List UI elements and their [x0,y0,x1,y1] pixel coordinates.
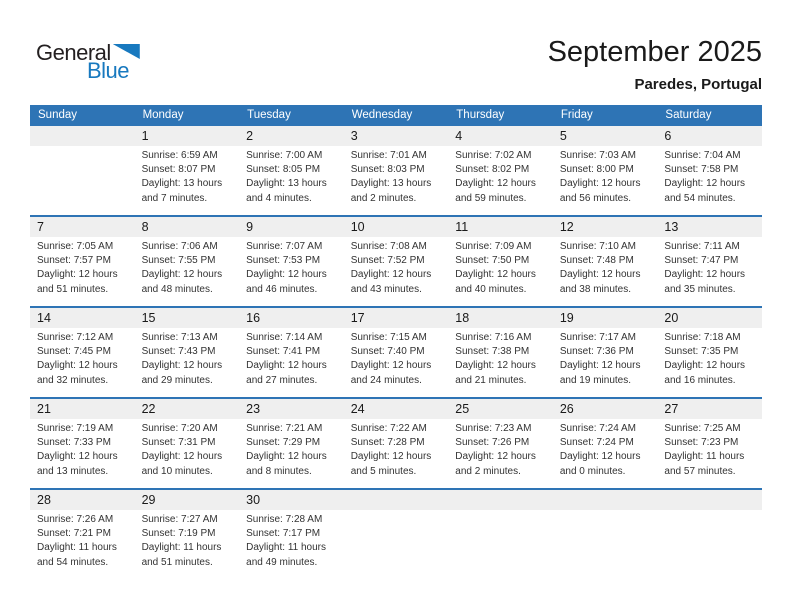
calendar-table [30,105,762,579]
daylight-text-1: Daylight: 12 hours [559,451,641,463]
day-number-10: 10 [350,220,365,234]
sunrise-text: Sunrise: 7:08 AM [350,241,427,252]
daylight-text-1: Daylight: 12 hours [664,360,746,372]
sunset-text: Sunset: 7:40 PM [350,346,425,358]
sunrise-text: Sunrise: 7:25 AM [664,423,741,434]
daylight-text-2: and 49 minutes. [246,556,318,568]
logo-triangle-icon [113,44,140,59]
weekday-header-friday: Friday [560,109,593,121]
sunset-text: Sunset: 7:57 PM [37,255,111,267]
sunset-text: Sunset: 7:33 PM [37,437,111,449]
sunset-text: Sunset: 7:26 PM [455,437,530,449]
daylight-text-2: and 32 minutes. [37,374,109,386]
day-cell-2 [239,146,344,215]
day-cell-29 [135,510,240,579]
empty-day-cell [448,510,553,579]
sunrise-text: Sunrise: 7:01 AM [350,150,427,161]
day-details-row [30,419,762,488]
day-cell-30 [239,510,344,579]
daylight-text-1: Daylight: 12 hours [455,178,536,190]
day-cell-12 [553,237,658,306]
sunrise-text: Sunrise: 7:19 AM [37,423,114,434]
sunset-text: Sunset: 7:24 PM [559,437,634,449]
weekday-header-thursday: Thursday [456,109,505,121]
day-number-7: 7 [37,220,44,234]
day-cell-7 [30,237,135,306]
day-cell-28 [30,510,135,579]
sunset-text: Sunset: 7:36 PM [559,346,634,358]
daylight-text-1: Daylight: 12 hours [455,360,536,372]
day-number-30: 30 [246,493,261,507]
sunrise-text: Sunrise: 7:13 AM [141,332,218,343]
day-cell-15 [135,328,240,397]
day-cell-14 [30,328,135,397]
daylight-text-2: and 38 minutes. [559,283,632,295]
day-cell-3 [344,146,449,215]
day-cell-22 [135,419,240,488]
day-number-2: 2 [246,129,254,143]
empty-day-number [657,490,762,510]
sunrise-text: Sunrise: 7:21 AM [246,423,323,434]
daylight-text-2: and 51 minutes. [141,556,213,568]
daylight-text-1: Daylight: 12 hours [664,269,746,281]
daylight-text-2: and 51 minutes. [37,283,109,295]
day-number-28: 28 [37,493,51,507]
sunrise-text: Sunrise: 7:28 AM [246,514,323,525]
day-cell-19 [553,328,658,397]
day-number-5: 5 [559,129,567,143]
sunset-text: Sunset: 7:23 PM [664,437,739,449]
sunset-text: Sunset: 7:41 PM [246,346,321,358]
sunset-text: Sunset: 7:38 PM [455,346,530,358]
daylight-text-2: and 29 minutes. [141,374,213,386]
day-cell-5 [553,146,658,215]
daylight-text-2: and 43 minutes. [350,283,422,295]
daylight-text-1: Daylight: 12 hours [246,360,327,372]
daylight-text-1: Daylight: 11 hours [141,542,222,554]
sunrise-text: Sunrise: 7:07 AM [246,241,323,252]
daylight-text-1: Daylight: 12 hours [141,269,223,281]
daylight-text-1: Daylight: 13 hours [246,178,327,190]
day-number-14: 14 [37,311,51,325]
sunrise-text: Sunrise: 7:00 AM [246,150,323,161]
day-number-29: 29 [141,493,156,507]
weekday-header-sunday: Sunday [38,109,78,121]
sunrise-text: Sunrise: 7:02 AM [455,150,532,161]
empty-day-number [30,126,135,146]
day-number-27: 27 [664,402,679,416]
day-cell-6 [657,146,762,215]
day-number-17: 17 [350,311,365,325]
daylight-text-1: Daylight: 12 hours [37,360,118,372]
sunrise-text: Sunrise: 7:22 AM [350,423,427,434]
sunset-text: Sunset: 7:43 PM [141,346,216,358]
sunrise-text: Sunrise: 7:05 AM [37,241,114,252]
empty-day-cell [553,510,658,579]
sunset-text: Sunset: 8:05 PM [246,164,321,176]
weekday-header-monday: Monday [142,109,184,121]
day-cell-27 [657,419,762,488]
daylight-text-2: and 2 minutes. [350,192,417,204]
daylight-text-1: Daylight: 12 hours [350,451,432,463]
sunset-text: Sunset: 7:19 PM [141,528,216,540]
day-number-strip [30,217,762,237]
sunrise-text: Sunrise: 7:24 AM [559,423,636,434]
sunset-text: Sunset: 7:28 PM [350,437,425,449]
daylight-text-2: and 21 minutes. [455,374,527,386]
day-number-9: 9 [246,220,254,234]
day-number-18: 18 [455,311,470,325]
daylight-text-2: and 5 minutes. [350,465,417,477]
day-details-row [30,328,762,397]
daylight-text-2: and 46 minutes. [246,283,318,295]
sunrise-text: Sunrise: 7:06 AM [141,241,218,252]
logo-text-general: General [36,40,111,65]
sunset-text: Sunset: 7:31 PM [141,437,216,449]
day-cell-18 [448,328,553,397]
day-number-20: 20 [664,311,679,325]
sunset-text: Sunset: 8:03 PM [350,164,425,176]
day-cell-4 [448,146,553,215]
daylight-text-2: and 0 minutes. [559,465,626,477]
empty-day-number [344,490,449,510]
title-block [548,36,762,93]
day-number-8: 8 [141,220,149,234]
day-cell-8 [135,237,240,306]
sunrise-text: Sunrise: 7:23 AM [455,423,532,434]
daylight-text-2: and 54 minutes. [37,556,109,568]
day-number-25: 25 [455,402,470,416]
day-cell-21 [30,419,135,488]
sunset-text: Sunset: 7:52 PM [350,255,425,267]
daylight-text-1: Daylight: 12 hours [455,451,536,463]
daylight-text-1: Daylight: 12 hours [559,360,641,372]
sunset-text: Sunset: 7:55 PM [141,255,216,267]
week-row-5 [30,488,762,579]
daylight-text-2: and 48 minutes. [141,283,213,295]
sunrise-text: Sunrise: 7:16 AM [455,332,532,343]
weekday-header-tuesday: Tuesday [247,109,291,121]
day-number-15: 15 [141,311,156,325]
sunrise-text: Sunrise: 7:20 AM [141,423,218,434]
daylight-text-1: Daylight: 11 hours [664,451,745,463]
daylight-text-2: and 2 minutes. [455,465,521,477]
daylight-text-1: Daylight: 12 hours [455,269,536,281]
sunrise-text: Sunrise: 7:11 AM [664,241,740,252]
day-cell-1 [135,146,240,215]
sunset-text: Sunset: 7:29 PM [246,437,321,449]
day-cell-13 [657,237,762,306]
empty-day-cell [30,146,135,215]
day-number-strip [30,490,762,510]
day-number-24: 24 [350,402,365,416]
daylight-text-1: Daylight: 12 hours [141,451,223,463]
daylight-text-1: Daylight: 12 hours [559,178,641,190]
sunrise-text: Sunrise: 7:12 AM [37,332,114,343]
daylight-text-2: and 16 minutes. [664,374,736,386]
calendar-weeks [30,126,762,579]
sunset-text: Sunset: 8:00 PM [559,164,634,176]
daylight-text-2: and 54 minutes. [664,192,736,204]
day-cell-9 [239,237,344,306]
day-number-4: 4 [455,129,463,143]
empty-day-number [448,490,553,510]
empty-day-cell [657,510,762,579]
week-row-3 [30,306,762,397]
weekday-header-saturday: Saturday [665,109,712,121]
day-number-16: 16 [246,311,261,325]
sunrise-text: Sunrise: 7:18 AM [664,332,741,343]
sunset-text: Sunset: 7:47 PM [664,255,739,267]
daylight-text-2: and 10 minutes. [141,465,213,477]
week-row-4 [30,397,762,488]
weekday-header-wednesday: Wednesday [351,109,413,121]
daylight-text-2: and 7 minutes. [141,192,208,204]
daylight-text-2: and 59 minutes. [455,192,527,204]
daylight-text-1: Daylight: 12 hours [246,451,327,463]
daylight-text-2: and 4 minutes. [246,192,312,204]
page-title: September 2025 [547,36,762,68]
daylight-text-1: Daylight: 12 hours [559,269,641,281]
sunset-text: Sunset: 7:50 PM [455,255,530,267]
sunrise-text: Sunrise: 7:09 AM [455,241,532,252]
daylight-text-2: and 57 minutes. [664,465,736,477]
daylight-text-1: Daylight: 12 hours [37,269,118,281]
daylight-text-1: Daylight: 12 hours [664,178,746,190]
day-number-22: 22 [141,402,156,416]
daylight-text-2: and 35 minutes. [664,283,736,295]
day-cell-16 [239,328,344,397]
day-details-row [30,237,762,306]
sunset-text: Sunset: 8:02 PM [455,164,530,176]
day-number-3: 3 [350,129,358,143]
day-number-1: 1 [141,129,149,143]
daylight-text-2: and 24 minutes. [350,374,422,386]
daylight-text-1: Daylight: 12 hours [141,360,223,372]
day-cell-11 [448,237,553,306]
daylight-text-1: Daylight: 12 hours [350,360,432,372]
daylight-text-1: Daylight: 12 hours [246,269,327,281]
sunrise-text: Sunrise: 7:26 AM [37,514,114,525]
sunset-text: Sunset: 7:48 PM [559,255,634,267]
daylight-text-1: Daylight: 12 hours [350,269,432,281]
sunset-text: Sunset: 7:58 PM [664,164,739,176]
day-cell-25 [448,419,553,488]
sunrise-text: Sunrise: 7:14 AM [246,332,323,343]
daylight-text-1: Daylight: 13 hours [350,178,432,190]
day-number-6: 6 [664,129,672,143]
daylight-text-1: Daylight: 11 hours [37,542,117,554]
daylight-text-2: and 19 minutes. [559,374,632,386]
sunset-text: Sunset: 7:35 PM [664,346,739,358]
daylight-text-1: Daylight: 13 hours [141,178,223,190]
day-cell-17 [344,328,449,397]
week-row-1 [30,126,762,215]
day-cell-26 [553,419,658,488]
day-number-11: 11 [455,220,469,234]
daylight-text-2: and 40 minutes. [455,283,527,295]
sunrise-text: Sunrise: 7:15 AM [350,332,427,343]
daylight-text-2: and 8 minutes. [246,465,312,477]
sunset-text: Sunset: 7:21 PM [37,528,111,540]
sunrise-text: Sunrise: 7:10 AM [559,241,636,252]
week-row-2 [30,215,762,306]
day-cell-10 [344,237,449,306]
day-number-21: 21 [37,402,51,416]
daylight-text-2: and 56 minutes. [559,192,632,204]
empty-day-cell [344,510,449,579]
day-cell-23 [239,419,344,488]
general-blue-logo [36,42,140,82]
daylight-text-2: and 27 minutes. [246,374,318,386]
day-cell-20 [657,328,762,397]
day-number-12: 12 [559,220,574,234]
empty-day-number [553,490,658,510]
daylight-text-1: Daylight: 12 hours [37,451,118,463]
logo-text-blue: Blue [87,58,130,83]
sunset-text: Sunset: 7:53 PM [246,255,321,267]
sunrise-text: Sunrise: 7:04 AM [664,150,741,161]
day-details-row [30,510,762,579]
day-details-row [30,146,762,215]
day-cell-24 [344,419,449,488]
sunset-text: Sunset: 8:07 PM [141,164,216,176]
day-number-13: 13 [664,220,679,234]
day-number-strip [30,308,762,328]
day-number-strip [30,126,762,146]
sunset-text: Sunset: 7:17 PM [246,528,321,540]
location-subtitle: Paredes, Portugal [634,76,762,94]
daylight-text-1: Daylight: 11 hours [246,542,326,554]
sunrise-text: Sunrise: 6:59 AM [141,150,218,161]
daylight-text-2: and 13 minutes. [37,465,109,477]
sunset-text: Sunset: 7:45 PM [37,346,111,358]
day-number-strip [30,399,762,419]
weekday-header-row [30,105,762,126]
sunrise-text: Sunrise: 7:03 AM [559,150,636,161]
day-number-26: 26 [559,402,574,416]
day-number-19: 19 [559,311,574,325]
sunrise-text: Sunrise: 7:17 AM [559,332,636,343]
day-number-23: 23 [246,402,261,416]
sunrise-text: Sunrise: 7:27 AM [141,514,218,525]
